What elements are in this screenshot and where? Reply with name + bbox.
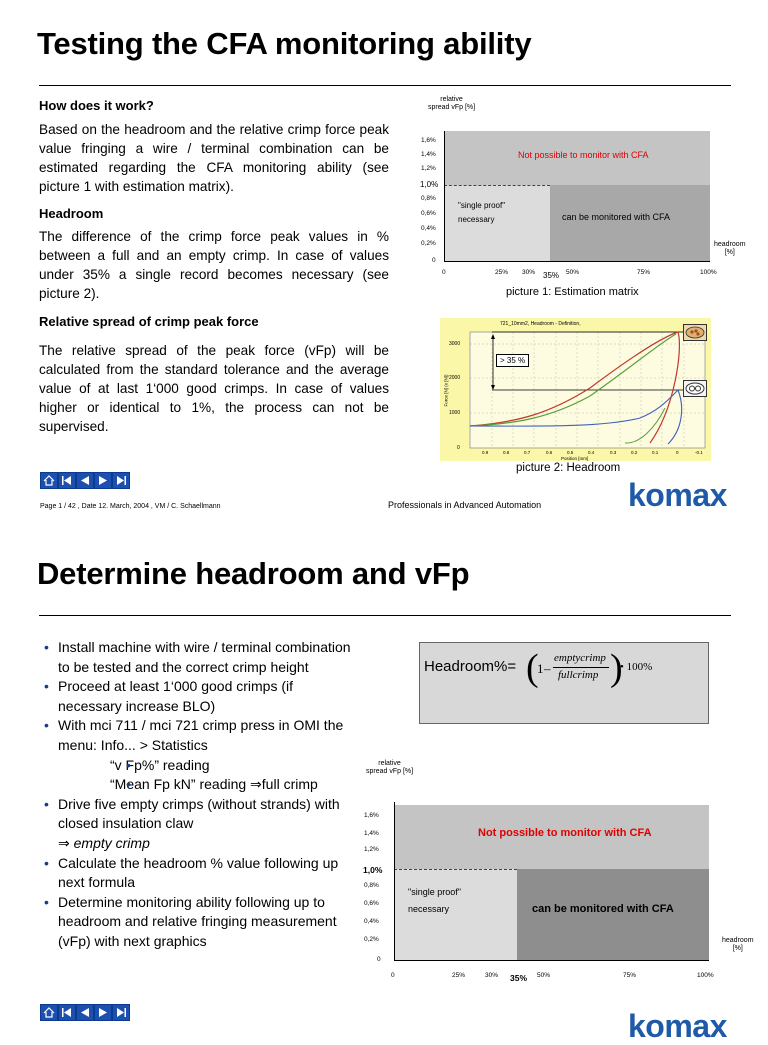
matrix1-y-axis	[444, 131, 445, 262]
matrix2-zone-top-label: Not possible to monitor with CFA	[478, 827, 652, 839]
matrix1-xtick: 25%	[495, 269, 509, 276]
matrix1-ytick: 1,6%	[421, 137, 436, 144]
instruction-list	[40, 638, 360, 952]
matrix1-caption: picture 1: Estimation matrix	[506, 286, 639, 298]
formula-paren-open: (	[526, 647, 539, 689]
headroom-chart-title: 721_10mm2, Headroom - Definition,	[500, 321, 581, 327]
matrix2-ytick: 1,4%	[364, 830, 379, 837]
matrix2-xtick: 75%	[623, 972, 637, 979]
formula-paren-close: )	[610, 647, 623, 689]
matrix2-ytick: 0	[377, 956, 381, 963]
headroom-formula-box	[419, 642, 709, 724]
list-item: • Calculate the headroom % value following up next formula	[40, 854, 360, 893]
next-page-icon	[97, 1007, 109, 1018]
picture2-caption: picture 2: Headroom	[516, 462, 621, 474]
headroom-curve-picture	[440, 318, 711, 461]
nav-bar-slide2	[40, 1004, 130, 1021]
estimation-matrix-2	[358, 760, 762, 990]
empty-crimp-icon	[683, 380, 707, 397]
matrix2-ytick: 1,2%	[364, 846, 379, 853]
matrix1-zone-monitorable-label: can be monitored with CFA	[562, 212, 671, 222]
formula-lhs: Headroom%=	[424, 658, 517, 675]
previous-page-icon	[79, 475, 91, 486]
matrix2-zone-monitorable-label: can be monitored with CFA	[532, 903, 674, 915]
headroom-xlabel: Position [mm]	[561, 456, 589, 461]
matrix1-xtick: 50%	[566, 269, 580, 276]
last-page-button[interactable]	[112, 1004, 130, 1021]
matrix2-ytick: 1,6%	[364, 812, 379, 819]
matrix1-ytick: 1,2%	[421, 165, 436, 172]
matrix2-ytick: 1,0%	[363, 865, 383, 875]
headroom-xtick: 0.6	[546, 450, 553, 455]
formula-minus: –	[544, 661, 551, 676]
matrix2-ytick: 0,6%	[364, 900, 379, 907]
previous-page-button[interactable]	[76, 472, 94, 489]
previous-page-icon	[79, 1007, 91, 1018]
matrix1-xtick: 35%	[543, 271, 560, 280]
estimation-matrix-1	[408, 94, 746, 304]
headroom-xtick: 0.8	[503, 450, 510, 455]
headroom-xtick: 0.9	[482, 450, 489, 455]
headroom-annotation: > 35 %	[496, 354, 529, 367]
matrix2-threshold-line	[394, 869, 517, 870]
headroom-xtick: 0.1	[652, 450, 659, 455]
matrix2-ytick: 0,8%	[364, 882, 379, 889]
headroom-ytick: 0	[457, 445, 460, 451]
home-icon	[43, 1007, 55, 1018]
footer-page-info: Page 1 / 42 , Date 12. March, 2004 , VM / C. Schaellmann	[40, 503, 221, 510]
headroom-xtick: 0.5	[567, 450, 574, 455]
matrix1-xlabel: headroom [%]	[714, 241, 746, 256]
list-item: • Determine monitoring ability following up to headroom and relative fringing measurement (vFp) with next graphics	[40, 893, 360, 952]
matrix2-xtick: 50%	[537, 972, 551, 979]
matrix1-ytick: 0,2%	[421, 240, 436, 247]
headroom-xtick: 0.3	[610, 450, 617, 455]
slide2-title-rule	[39, 615, 731, 616]
matrix2-xtick: 0	[391, 972, 395, 979]
last-page-button[interactable]	[112, 472, 130, 489]
last-page-icon	[115, 1007, 127, 1018]
sub-list-item: • “v Fp%” reading	[92, 756, 360, 776]
matrix2-xtick: 35%	[510, 973, 528, 983]
headroom-ylabel: Force [N] (x [N])	[443, 374, 449, 407]
heading-how-it-works: How does it work?	[39, 98, 154, 113]
headroom-ytick: 2000	[449, 375, 461, 381]
matrix1-ytick: 0,6%	[421, 210, 436, 217]
matrix2-x-axis	[394, 960, 709, 961]
heading-headroom: Headroom	[39, 206, 104, 221]
matrix2-xlabel: headroom [%]	[722, 937, 754, 952]
matrix1-threshold-line	[444, 185, 550, 186]
matrix1-xtick: 0	[442, 269, 446, 276]
nav-bar-slide1	[40, 472, 130, 489]
komax-logo: komax	[628, 1008, 727, 1044]
matrix1-zone-monitorable	[550, 185, 710, 261]
matrix1-xtick: 100%	[700, 269, 717, 276]
formula-one: 1	[537, 661, 544, 676]
headroom-xtick: 0.7	[524, 450, 531, 455]
list-item	[40, 795, 360, 854]
next-page-button[interactable]	[94, 472, 112, 489]
matrix1-zone-top-label: Not possible to monitor with CFA	[518, 150, 649, 160]
list-item: • Install machine with wire / terminal combination to be tested and the correct crimp height	[40, 638, 360, 677]
first-page-icon	[61, 475, 73, 486]
home-icon	[43, 475, 55, 486]
sub-list-item: • “Mean Fp kN” reading ⇒full crimp	[92, 775, 360, 795]
matrix2-ylabel: relative spread vFp [%]	[366, 760, 414, 775]
formula-tail: • 100%	[620, 661, 653, 673]
matrix2-xtick: 100%	[697, 972, 714, 979]
first-page-button[interactable]	[58, 1004, 76, 1021]
formula-fraction-bar	[553, 667, 609, 668]
matrix1-xtick: 75%	[637, 269, 651, 276]
heading-relative-spread: Relative spread of crimp peak force	[39, 314, 259, 329]
matrix2-xtick: 25%	[452, 972, 466, 979]
list-item: • Proceed at least 1‘000 good crimps (if necessary increase BLO)	[40, 677, 360, 716]
matrix2-ytick: 0,2%	[364, 936, 379, 943]
empty-crimp-note: ⇒ empty crimp	[58, 834, 150, 851]
headroom-ytick: 1000	[449, 410, 461, 416]
full-crimp-icon	[683, 324, 707, 341]
matrix1-ytick: 0,4%	[421, 225, 436, 232]
komax-logo: komax	[628, 477, 727, 513]
matrix1-x-axis	[444, 261, 710, 262]
slide1-title: Testing the CFA monitoring ability	[37, 26, 532, 61]
headroom-xtick: 0.4	[588, 450, 595, 455]
next-page-button[interactable]	[94, 1004, 112, 1021]
komax-logo-slide2-clip	[628, 1008, 738, 1044]
footer-tagline: Professionals in Advanced Automation	[388, 500, 542, 510]
matrix1-ytick: 1,0%	[420, 180, 439, 189]
paragraph-relative-spread: The relative spread of the peak force (vFp) will be calculated from the standard tolerance and the average value of at last 1‘000 good crimps. In case of values higher or identical to 1%, the process can not be supervised.	[39, 343, 389, 434]
matrix1-zone-single-proof-label: "single proof" necessary	[458, 201, 506, 224]
matrix1-xtick: 30%	[522, 269, 536, 276]
last-page-icon	[115, 475, 127, 486]
matrix2-zone-single-proof-label: "single proof" necessary	[408, 887, 461, 914]
slide2-title: Determine headroom and vFp	[37, 556, 470, 591]
list-item-text: Drive five empty crimps (without strands) with closed insulation claw	[58, 795, 340, 832]
list-item: • With mci 711 / mci 721 crimp press in OMI the menu: Info... > Statistics	[40, 716, 360, 755]
headroom-curve-svg	[440, 318, 711, 461]
previous-page-button[interactable]	[76, 1004, 94, 1021]
matrix1-ytick: 1,4%	[421, 151, 436, 158]
matrix1-ylabel: relative spread vFp [%]	[428, 96, 476, 111]
first-page-icon	[61, 1007, 73, 1018]
home-button[interactable]	[40, 1004, 58, 1021]
first-page-button[interactable]	[58, 472, 76, 489]
headroom-xtick: 0.2	[631, 450, 638, 455]
formula-denominator: fullcrimp	[558, 669, 599, 681]
matrix2-xtick: 30%	[485, 972, 499, 979]
headroom-ytick: 3000	[449, 341, 461, 347]
matrix2-y-axis	[394, 802, 395, 961]
matrix2-ytick: 0,4%	[364, 918, 379, 925]
headroom-xtick: 0	[676, 450, 679, 455]
home-button[interactable]	[40, 472, 58, 489]
next-page-icon	[97, 475, 109, 486]
matrix1-ytick: 0	[432, 257, 436, 264]
paragraph-headroom: The difference of the crimp force peak values in % between a full and an empty crimp. In case of values under 35% a single record becomes necessary (see picture 2).	[39, 229, 389, 301]
matrix1-ytick: 0,8%	[421, 195, 436, 202]
formula-numerator: emptycrimp	[554, 652, 606, 664]
paragraph-how-it-works: Based on the headroom and the relative crimp force peak value fringing a wire / terminal combination can be estimated regarding the CFA monitoring ability (see picture 1 with estimation matrix).	[39, 122, 389, 194]
headroom-xtick: -0.1	[695, 450, 703, 455]
slide1-title-rule	[39, 85, 731, 86]
